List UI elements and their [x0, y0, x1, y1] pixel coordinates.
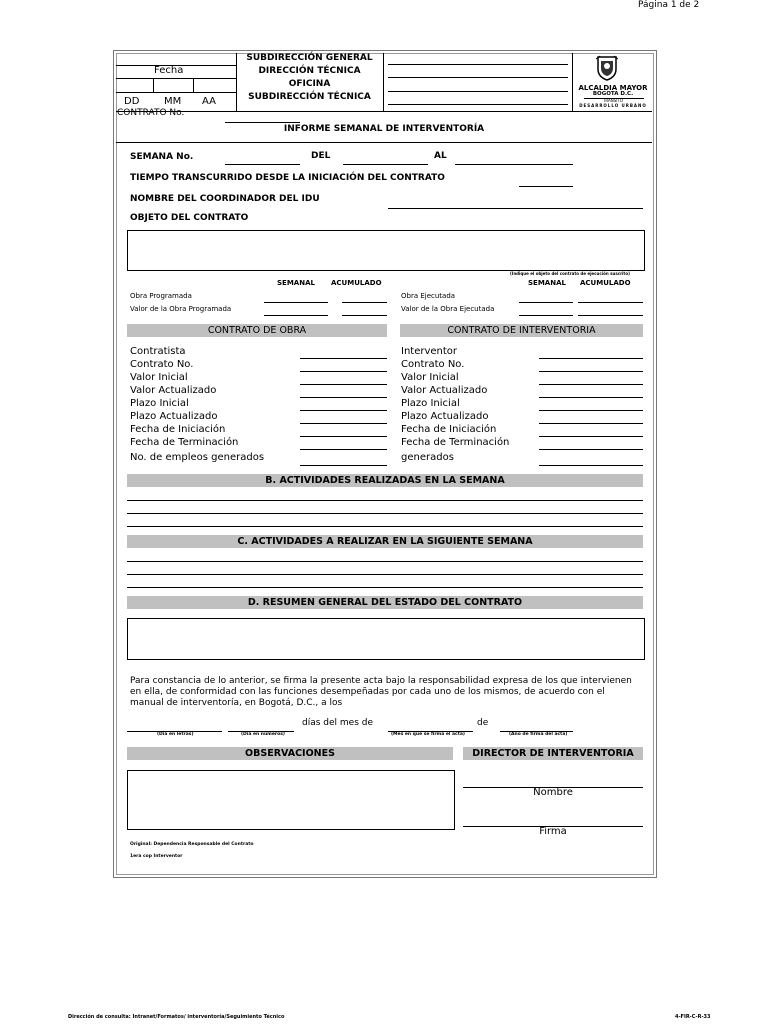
- int-item-interventor: Interventor: [401, 346, 458, 357]
- hint-dia-numeros: (Día en números): [241, 732, 285, 737]
- obra-item-valor-inicial: Valor Inicial: [130, 372, 188, 383]
- de-label: de: [477, 718, 489, 728]
- objeto-textbox[interactable]: [127, 230, 645, 271]
- valor-programada-semanal[interactable]: [264, 315, 328, 316]
- int-item-valor-actualizado: Valor Actualizado: [401, 385, 488, 396]
- objeto-note: (Indique el objeto del contrato de ejecución suscrito): [510, 271, 630, 276]
- semanal-header-left: SEMANAL: [277, 279, 315, 287]
- header-line-1: SUBDIRECCIÓN GENERAL: [246, 53, 373, 63]
- dias-label: días del mes de: [302, 718, 373, 728]
- obra-item-fecha-terminacion: Fecha de Terminación: [130, 437, 239, 448]
- valor-ejecutada-acumulado[interactable]: [578, 315, 643, 316]
- logo-line-2: BOGOTA D.C.: [592, 91, 634, 97]
- form-title: INFORME SEMANAL DE INTERVENTORÍA: [283, 124, 485, 134]
- al-input-line[interactable]: [455, 164, 573, 165]
- section-d-heading: D. RESUMEN GENERAL DEL ESTADO DEL CONTRATO: [127, 596, 643, 609]
- obra-ejecutada-semanal[interactable]: [519, 302, 573, 303]
- semana-label: SEMANA No.: [130, 152, 194, 162]
- section-c-heading: C. ACTIVIDADES A REALIZAR EN LA SIGUIENTE SEMANA: [127, 535, 643, 548]
- page-number: Página 1 de 2: [638, 0, 700, 10]
- obra-field-9[interactable]: [300, 465, 387, 466]
- obra-item-contrato-no: Contrato No.: [130, 359, 194, 370]
- nombre-label: Nombre: [533, 787, 573, 798]
- section-c-line-2[interactable]: [127, 574, 643, 575]
- firma-label: Firma: [539, 826, 567, 837]
- int-item-plazo-actualizado: Plazo Actualizado: [401, 411, 489, 422]
- copy-interventor: 1era cop Interventor: [130, 854, 183, 859]
- hint-dia-letras: (Día en letras): [157, 732, 194, 737]
- aa-label: AA: [202, 96, 216, 107]
- tiempo-input-line[interactable]: [519, 186, 573, 187]
- int-field-8[interactable]: [539, 449, 643, 450]
- constancia-line-1: Para constancia de lo anterior, se firma la presente acta bajo la responsabilidad expresa de los que intervienen: [130, 676, 632, 686]
- section-d-textbox[interactable]: [127, 618, 645, 660]
- logo-line-3: TRANSITO: [602, 98, 624, 103]
- del-label: DEL: [311, 151, 331, 161]
- int-field-7[interactable]: [539, 436, 643, 437]
- int-item-fecha-iniciacion: Fecha de Iniciación: [401, 424, 497, 435]
- obra-field-6[interactable]: [300, 423, 387, 424]
- obra-programada-acumulado[interactable]: [342, 302, 387, 303]
- int-field-5[interactable]: [539, 410, 643, 411]
- constancia-line-2: en ella, de conformidad con las funciones desempeñadas por cada uno de los mismos, de acuerdo con el: [130, 687, 605, 697]
- hint-anio: (Año de firma del acta): [509, 732, 568, 737]
- int-item-generados: generados: [401, 452, 454, 463]
- contrato-interventoria-heading: CONTRATO DE INTERVENTORIA: [400, 324, 643, 337]
- footer-path: Dirección de consulta: Intranet/Formatos/ interventoría/Seguimiento Técnico: [68, 1014, 285, 1020]
- obra-item-plazo-inicial: Plazo Inicial: [130, 398, 189, 409]
- int-item-contrato-no: Contrato No.: [401, 359, 465, 370]
- hint-mes: (Mes en que se firma el acta): [391, 732, 465, 737]
- dd-label: DD: [124, 96, 140, 107]
- int-field-6[interactable]: [539, 423, 643, 424]
- int-item-valor-inicial: Valor Inicial: [401, 372, 459, 383]
- section-b-line-1[interactable]: [127, 500, 643, 501]
- footer-code: 4-FIR-C-R-33: [675, 1014, 711, 1020]
- valor-obra-ejecutada-label: Valor de la Obra Ejecutada: [401, 305, 495, 313]
- int-field-3[interactable]: [539, 384, 643, 385]
- obra-ejecutada-label: Obra Ejecutada: [401, 292, 456, 300]
- valor-programada-acumulado[interactable]: [342, 315, 387, 316]
- obra-field-7[interactable]: [300, 436, 387, 437]
- observaciones-textbox[interactable]: [127, 770, 455, 830]
- obra-item-plazo-actualizado: Plazo Actualizado: [130, 411, 218, 422]
- obra-field-1[interactable]: [300, 358, 387, 359]
- acumulado-header-right: ACUMULADO: [580, 279, 631, 287]
- copy-original: Original: Dependencia Responsable del Contrato: [130, 842, 254, 847]
- obra-programada-label: Obra Programada: [130, 292, 192, 300]
- obra-field-4[interactable]: [300, 397, 387, 398]
- section-c-line-1[interactable]: [127, 561, 643, 562]
- header-line-2: DIRECCIÓN TÉCNICA: [258, 66, 361, 76]
- obra-field-8[interactable]: [300, 449, 387, 450]
- coordinador-input-line[interactable]: [388, 208, 643, 209]
- obra-field-3[interactable]: [300, 384, 387, 385]
- mm-label: MM: [164, 96, 182, 107]
- obra-ejecutada-acumulado[interactable]: [578, 302, 643, 303]
- logo-line-4: DESARROLLO URBANO: [579, 103, 647, 108]
- director-heading: DIRECTOR DE INTERVENTORIA: [463, 747, 643, 760]
- section-c-line-3[interactable]: [127, 587, 643, 588]
- int-field-2[interactable]: [539, 371, 643, 372]
- observaciones-heading: OBSERVACIONES: [127, 747, 453, 760]
- semana-input-line[interactable]: [225, 164, 300, 165]
- int-item-fecha-terminacion: Fecha de Terminación: [401, 437, 510, 448]
- obra-programada-semanal[interactable]: [264, 302, 328, 303]
- objeto-label: OBJETO DEL CONTRATO: [130, 213, 249, 223]
- fecha-label: Fecha: [154, 65, 184, 76]
- int-field-1[interactable]: [539, 358, 643, 359]
- constancia-line-3: manual de interventoría, en Bogotá, D.C., a los: [130, 698, 343, 708]
- valor-obra-programada-label: Valor de la Obra Programada: [130, 305, 232, 313]
- obra-field-5[interactable]: [300, 410, 387, 411]
- obra-item-fecha-iniciacion: Fecha de Iniciación: [130, 424, 226, 435]
- semanal-header-right: SEMANAL: [528, 279, 566, 287]
- contrato-obra-heading: CONTRATO DE OBRA: [127, 324, 387, 337]
- valor-ejecutada-semanal[interactable]: [519, 315, 573, 316]
- int-item-plazo-inicial: Plazo Inicial: [401, 398, 460, 409]
- header-line-4: SUBDIRECCIÓN TÉCNICA: [248, 92, 371, 102]
- logo-line-1: ALCALDIA MAYOR: [578, 84, 648, 92]
- int-field-4[interactable]: [539, 397, 643, 398]
- obra-item-empleos: No. de empleos generados: [130, 452, 265, 463]
- tiempo-label: TIEMPO TRANSCURRIDO DESDE LA INICIACIÓN DEL CONTRATO: [130, 173, 445, 183]
- int-field-9[interactable]: [539, 465, 643, 466]
- header-line-3: OFICINA: [288, 79, 331, 89]
- acumulado-header-left: ACUMULADO: [331, 279, 382, 287]
- obra-item-contratista: Contratista: [130, 346, 186, 357]
- obra-field-2[interactable]: [300, 371, 387, 372]
- section-b-line-3[interactable]: [127, 526, 643, 527]
- obra-item-valor-actualizado: Valor Actualizado: [130, 385, 217, 396]
- contrato-no-label: CONTRATO No.: [117, 108, 185, 118]
- al-label: AL: [434, 151, 447, 161]
- bogota-shield-icon: [596, 55, 618, 81]
- section-b-heading: B. ACTIVIDADES REALIZADAS EN LA SEMANA: [127, 474, 643, 487]
- del-input-line[interactable]: [343, 164, 428, 165]
- coordinador-label: NOMBRE DEL COORDINADOR DEL IDU: [130, 194, 320, 204]
- section-b-line-2[interactable]: [127, 513, 643, 514]
